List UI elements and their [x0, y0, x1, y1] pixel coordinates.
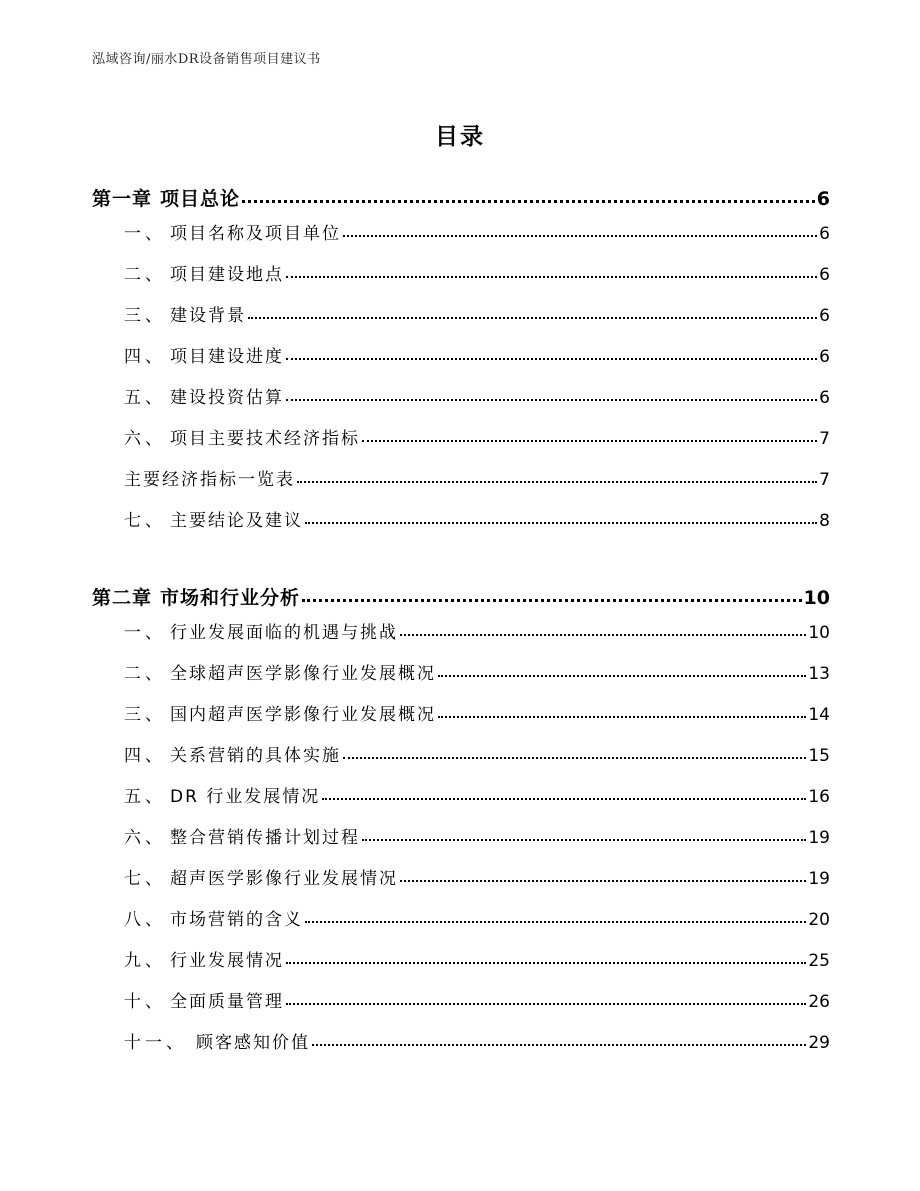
toc-entry[interactable] [92, 659, 830, 684]
toc-page-number: 15 [808, 746, 830, 766]
toc-number: 四、 [124, 347, 166, 367]
toc-page-number: 7 [819, 429, 830, 449]
toc-text: 国内超声医学影像行业发展概况 [170, 705, 436, 725]
toc-number: 三、 [124, 705, 166, 725]
toc-page-number: 6 [819, 347, 830, 367]
toc-number: 十一、 [124, 1033, 187, 1053]
dot-leader [286, 386, 817, 403]
toc-text: 市场营销的含义 [170, 910, 303, 930]
dot-leader [343, 222, 817, 239]
toc-number: 五、 [124, 388, 166, 408]
toc-text: 项目建设地点 [170, 265, 284, 285]
toc-page-number: 6 [819, 388, 830, 408]
toc-number: 第二章 [92, 587, 153, 609]
dot-leader [286, 949, 806, 966]
toc-entry[interactable] [92, 864, 830, 889]
dot-leader [322, 785, 806, 802]
toc-entry[interactable] [92, 741, 830, 766]
toc-text: 整合营销传播计划过程 [170, 828, 360, 848]
toc-page-number: 8 [819, 511, 830, 531]
toc-text: 超声医学影像行业发展情况 [170, 869, 398, 889]
toc-text: 项目名称及项目单位 [170, 224, 341, 244]
toc-number: 一、 [124, 623, 166, 643]
dot-leader [305, 908, 806, 925]
dot-leader [438, 662, 806, 679]
toc-page-number: 26 [808, 992, 830, 1012]
toc-entry[interactable] [92, 987, 830, 1012]
toc-page-number: 6 [819, 265, 830, 285]
toc-page-number: 10 [803, 587, 830, 609]
toc-entry[interactable] [92, 618, 830, 643]
toc-text: 建设背景 [170, 306, 246, 326]
dot-leader [400, 867, 806, 884]
dot-leader [400, 621, 806, 638]
toc-page-number: 7 [819, 470, 830, 490]
toc-entry[interactable] [92, 383, 830, 408]
dot-leader [297, 468, 817, 485]
toc-entry[interactable] [92, 424, 830, 449]
dot-leader [286, 990, 806, 1007]
toc-page-number: 20 [808, 910, 830, 930]
dot-leader [438, 703, 806, 720]
toc-entry[interactable] [92, 946, 830, 971]
dot-leader [305, 509, 817, 526]
toc-number: 十、 [124, 992, 166, 1012]
toc-entry[interactable] [92, 1028, 830, 1053]
toc-page-number: 10 [808, 623, 830, 643]
toc-number: 七、 [124, 869, 166, 889]
toc-chapter-1[interactable] [92, 184, 830, 211]
toc-number: 六、 [124, 429, 166, 449]
toc-entry[interactable] [92, 465, 830, 490]
toc-text: 主要结论及建议 [170, 511, 303, 531]
toc-page-number: 29 [808, 1033, 830, 1053]
dot-leader [286, 263, 817, 280]
toc-text: 项目总论 [160, 188, 241, 210]
toc-entry[interactable] [92, 219, 830, 244]
toc-page-number: 19 [808, 828, 830, 848]
toc-text: DR 行业发展情况 [170, 787, 321, 807]
toc-number: 三、 [124, 306, 166, 326]
toc-text: 项目建设进度 [170, 347, 284, 367]
toc-number: 九、 [124, 951, 166, 971]
toc-entry[interactable] [92, 260, 830, 285]
dot-leader [312, 1031, 806, 1048]
dot-leader [362, 826, 806, 843]
toc-number: 五、 [124, 787, 166, 807]
toc-text: 主要经济指标一览表 [124, 470, 295, 490]
toc-number: 第一章 [92, 188, 153, 210]
toc-entry[interactable] [92, 506, 830, 531]
toc-text: 全球超声医学影像行业发展概况 [170, 664, 436, 684]
toc-entry[interactable] [92, 342, 830, 367]
toc-number: 二、 [124, 265, 166, 285]
toc-text: 项目主要技术经济指标 [170, 429, 360, 449]
toc-entry[interactable] [92, 700, 830, 725]
toc-title: 目录 [435, 124, 485, 150]
running-header: 泓域咨询/丽水DR设备销售项目建议书 [92, 52, 321, 67]
toc-text: 行业发展面临的机遇与挑战 [170, 623, 398, 643]
toc-text: 行业发展情况 [170, 951, 284, 971]
toc-number: 一、 [124, 224, 166, 244]
toc-number: 四、 [124, 746, 166, 766]
dot-leader [302, 585, 802, 604]
toc-page-number: 6 [819, 306, 830, 326]
toc-entry[interactable] [92, 301, 830, 326]
toc-number: 二、 [124, 664, 166, 684]
toc-text: 市场和行业分析 [160, 587, 301, 609]
toc-text: 建设投资估算 [170, 388, 284, 408]
toc-text: 全面质量管理 [170, 992, 284, 1012]
dot-leader [286, 345, 817, 362]
toc-text: 顾客感知价值 [196, 1033, 310, 1053]
toc-number: 八、 [124, 910, 166, 930]
toc-page-number: 25 [808, 951, 830, 971]
dot-leader [362, 427, 817, 444]
toc-page-number: 16 [808, 787, 830, 807]
toc-number: 六、 [124, 828, 166, 848]
dot-leader [242, 186, 815, 205]
dot-leader [343, 744, 806, 761]
toc-text: 关系营销的具体实施 [170, 746, 341, 766]
toc-page-number: 6 [816, 188, 830, 210]
toc-page-number: 14 [808, 705, 830, 725]
toc-entry[interactable] [92, 905, 830, 930]
toc-number: 七、 [124, 511, 166, 531]
toc-page-number: 6 [819, 224, 830, 244]
toc-page-number: 13 [808, 664, 830, 684]
toc-page-number: 19 [808, 869, 830, 889]
toc-entry[interactable] [92, 823, 830, 848]
toc-entry[interactable] [92, 782, 830, 807]
dot-leader [248, 304, 817, 321]
toc-chapter-2[interactable] [92, 583, 830, 610]
